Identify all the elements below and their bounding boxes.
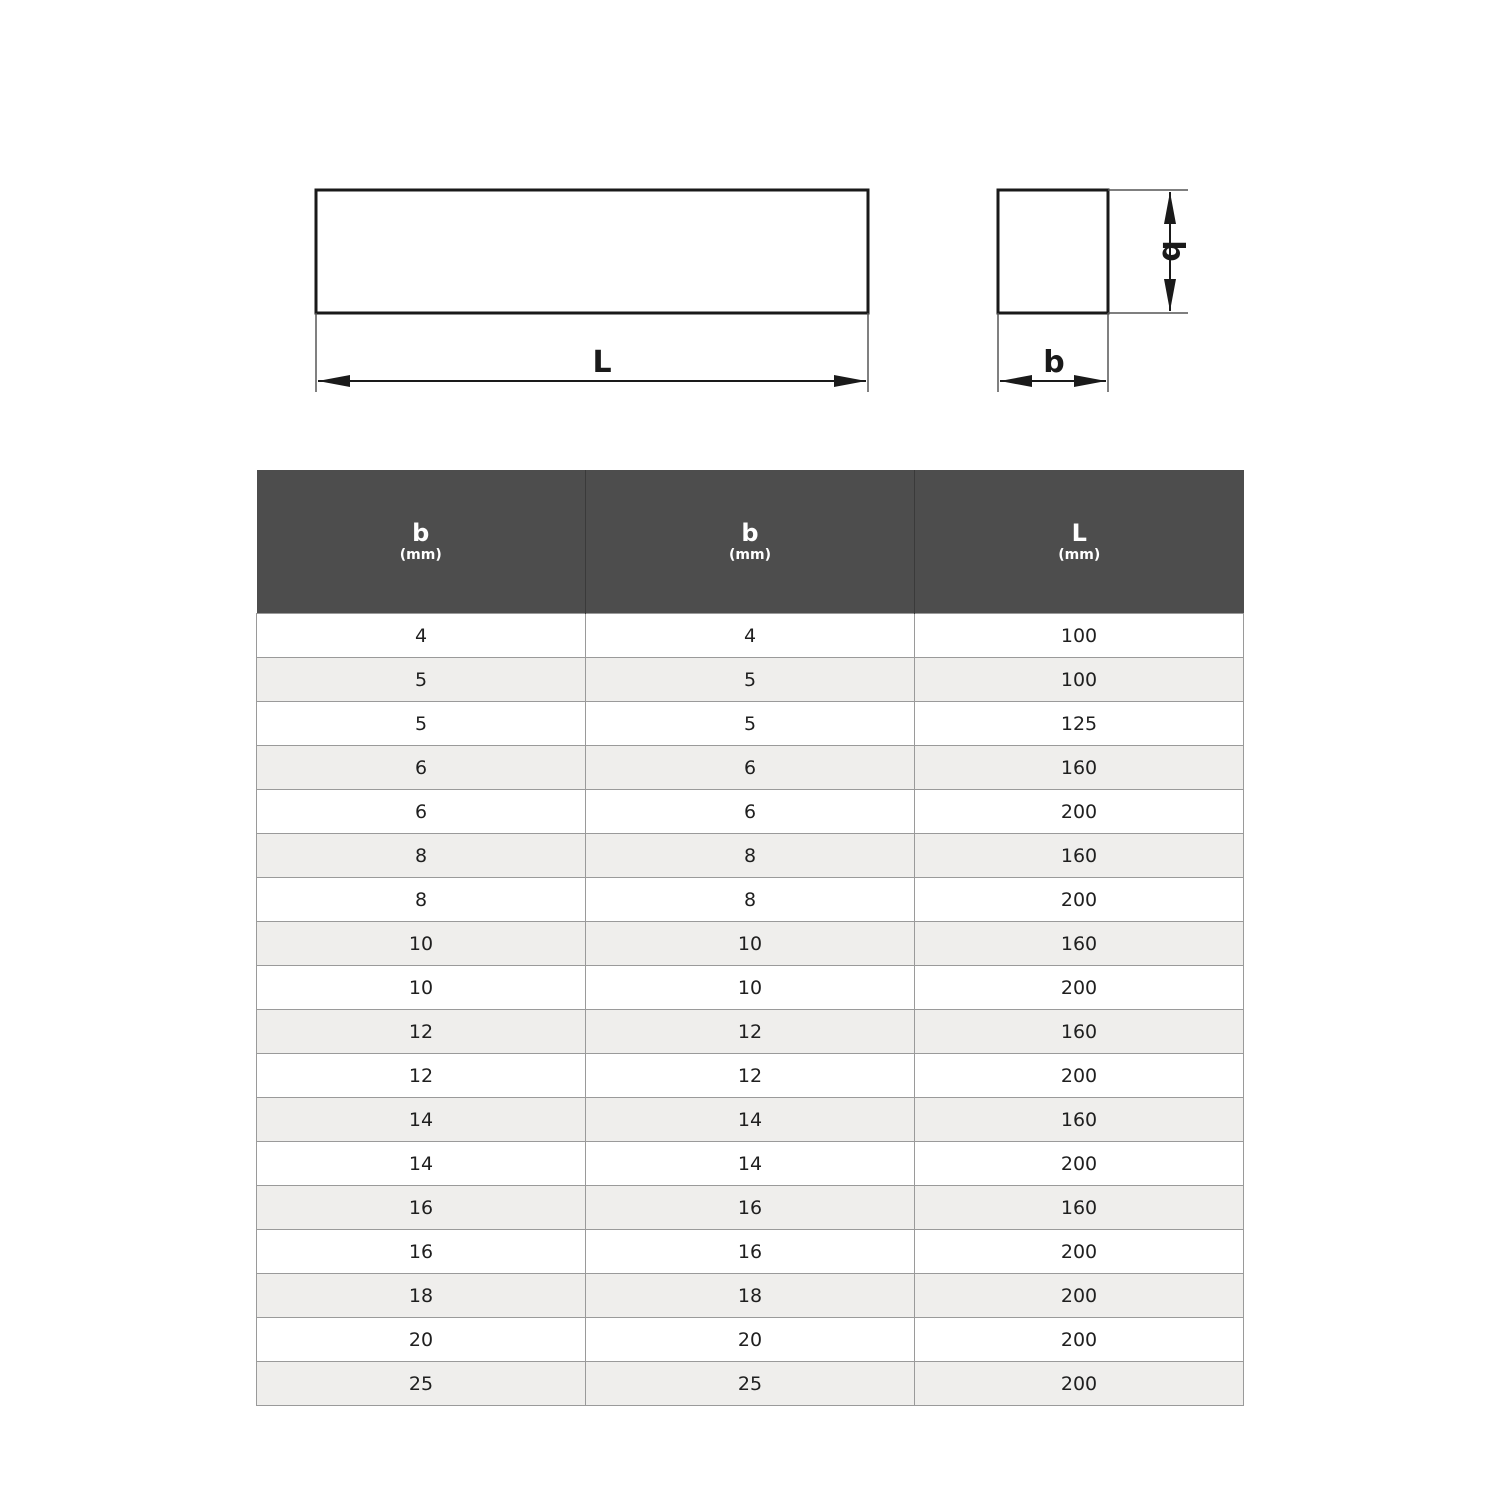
table-cell: 100 [915,614,1244,658]
header-symbol: L [1071,518,1087,547]
table-cell: 12 [257,1054,586,1098]
table-cell: 16 [257,1230,586,1274]
table-cell: 200 [915,966,1244,1010]
header-length [915,470,1244,614]
header-unit: (mm) [399,546,442,563]
width-arrowhead-right [1074,375,1106,387]
table-cell: 6 [586,790,915,834]
side-view [998,190,1190,392]
table-cell: 6 [257,746,586,790]
table-cell: 10 [586,966,915,1010]
header-symbol: b [412,518,430,547]
header-b-width [257,470,586,614]
header-unit: (mm) [729,546,771,563]
side-view-outline [998,190,1108,313]
table-cell: 12 [586,1054,915,1098]
header-symbol: b [741,518,759,547]
table-cell: 6 [586,746,915,790]
table-cell: 18 [257,1274,586,1318]
table-cell: 12 [257,1010,586,1054]
table-cell: 5 [257,658,586,702]
table-row [257,1142,1244,1186]
length-arrowhead-left [318,375,350,387]
table-cell: 16 [586,1230,915,1274]
table-cell: 20 [586,1318,915,1362]
table-cell: 5 [586,658,915,702]
table-cell: 8 [257,834,586,878]
table-row [257,878,1244,922]
height-label: b [1155,240,1190,262]
table-row [257,1230,1244,1274]
table-cell: 10 [257,966,586,1010]
height-arrowhead-top [1164,192,1176,224]
table-cell: 20 [257,1318,586,1362]
table-cell: 14 [586,1098,915,1142]
table-row [257,1362,1244,1406]
table-row [257,834,1244,878]
table-cell: 4 [586,614,915,658]
table-cell: 25 [257,1362,586,1406]
table-cell: 8 [586,834,915,878]
table-cell: 100 [915,658,1244,702]
table-cell: 125 [915,702,1244,746]
table-row [257,922,1244,966]
table-body [257,614,1244,1406]
width-arrowhead-left [1000,375,1032,387]
table-cell: 160 [915,922,1244,966]
table-cell: 16 [586,1186,915,1230]
table-cell: 14 [257,1142,586,1186]
length-label: L [592,345,612,380]
table-cell: 160 [915,834,1244,878]
table-cell: 160 [915,1098,1244,1142]
table-cell: 18 [586,1274,915,1318]
length-arrowhead-right [834,375,866,387]
table-cell: 25 [586,1362,915,1406]
table-cell: 200 [915,1318,1244,1362]
table-cell: 10 [586,922,915,966]
table-cell: 5 [257,702,586,746]
table-row [257,746,1244,790]
table-row [257,1054,1244,1098]
table-cell: 200 [915,878,1244,922]
header-b-height [586,470,915,614]
table-row [257,1274,1244,1318]
table-cell: 4 [257,614,586,658]
table-cell: 160 [915,1010,1244,1054]
table-row [257,1186,1244,1230]
table-cell: 200 [915,1362,1244,1406]
table-row [257,614,1244,658]
table-cell: 8 [586,878,915,922]
table-cell: 200 [915,790,1244,834]
table-row [257,658,1244,702]
table-cell: 160 [915,746,1244,790]
table-cell: 200 [915,1142,1244,1186]
table-cell: 16 [257,1186,586,1230]
table-cell: 200 [915,1054,1244,1098]
dimensions-table [256,470,1244,1406]
table-cell: 10 [257,922,586,966]
table-row [257,966,1244,1010]
table-header-row [257,470,1244,614]
table-row [257,702,1244,746]
table-row [257,1010,1244,1054]
table-cell: 8 [257,878,586,922]
table-row [257,1098,1244,1142]
table-cell: 12 [586,1010,915,1054]
table-cell: 14 [257,1098,586,1142]
table-cell: 6 [257,790,586,834]
height-arrowhead-bottom [1164,279,1176,311]
table-cell: 160 [915,1186,1244,1230]
table-row [257,790,1244,834]
front-view [316,190,868,392]
header-unit: (mm) [1058,546,1101,563]
front-view-outline [316,190,868,313]
table-cell: 14 [586,1142,915,1186]
table-cell: 5 [586,702,915,746]
table-cell: 200 [915,1230,1244,1274]
width-label: b [1043,345,1065,380]
table-row [257,1318,1244,1362]
table-cell: 200 [915,1274,1244,1318]
technical-drawing [0,0,1500,460]
